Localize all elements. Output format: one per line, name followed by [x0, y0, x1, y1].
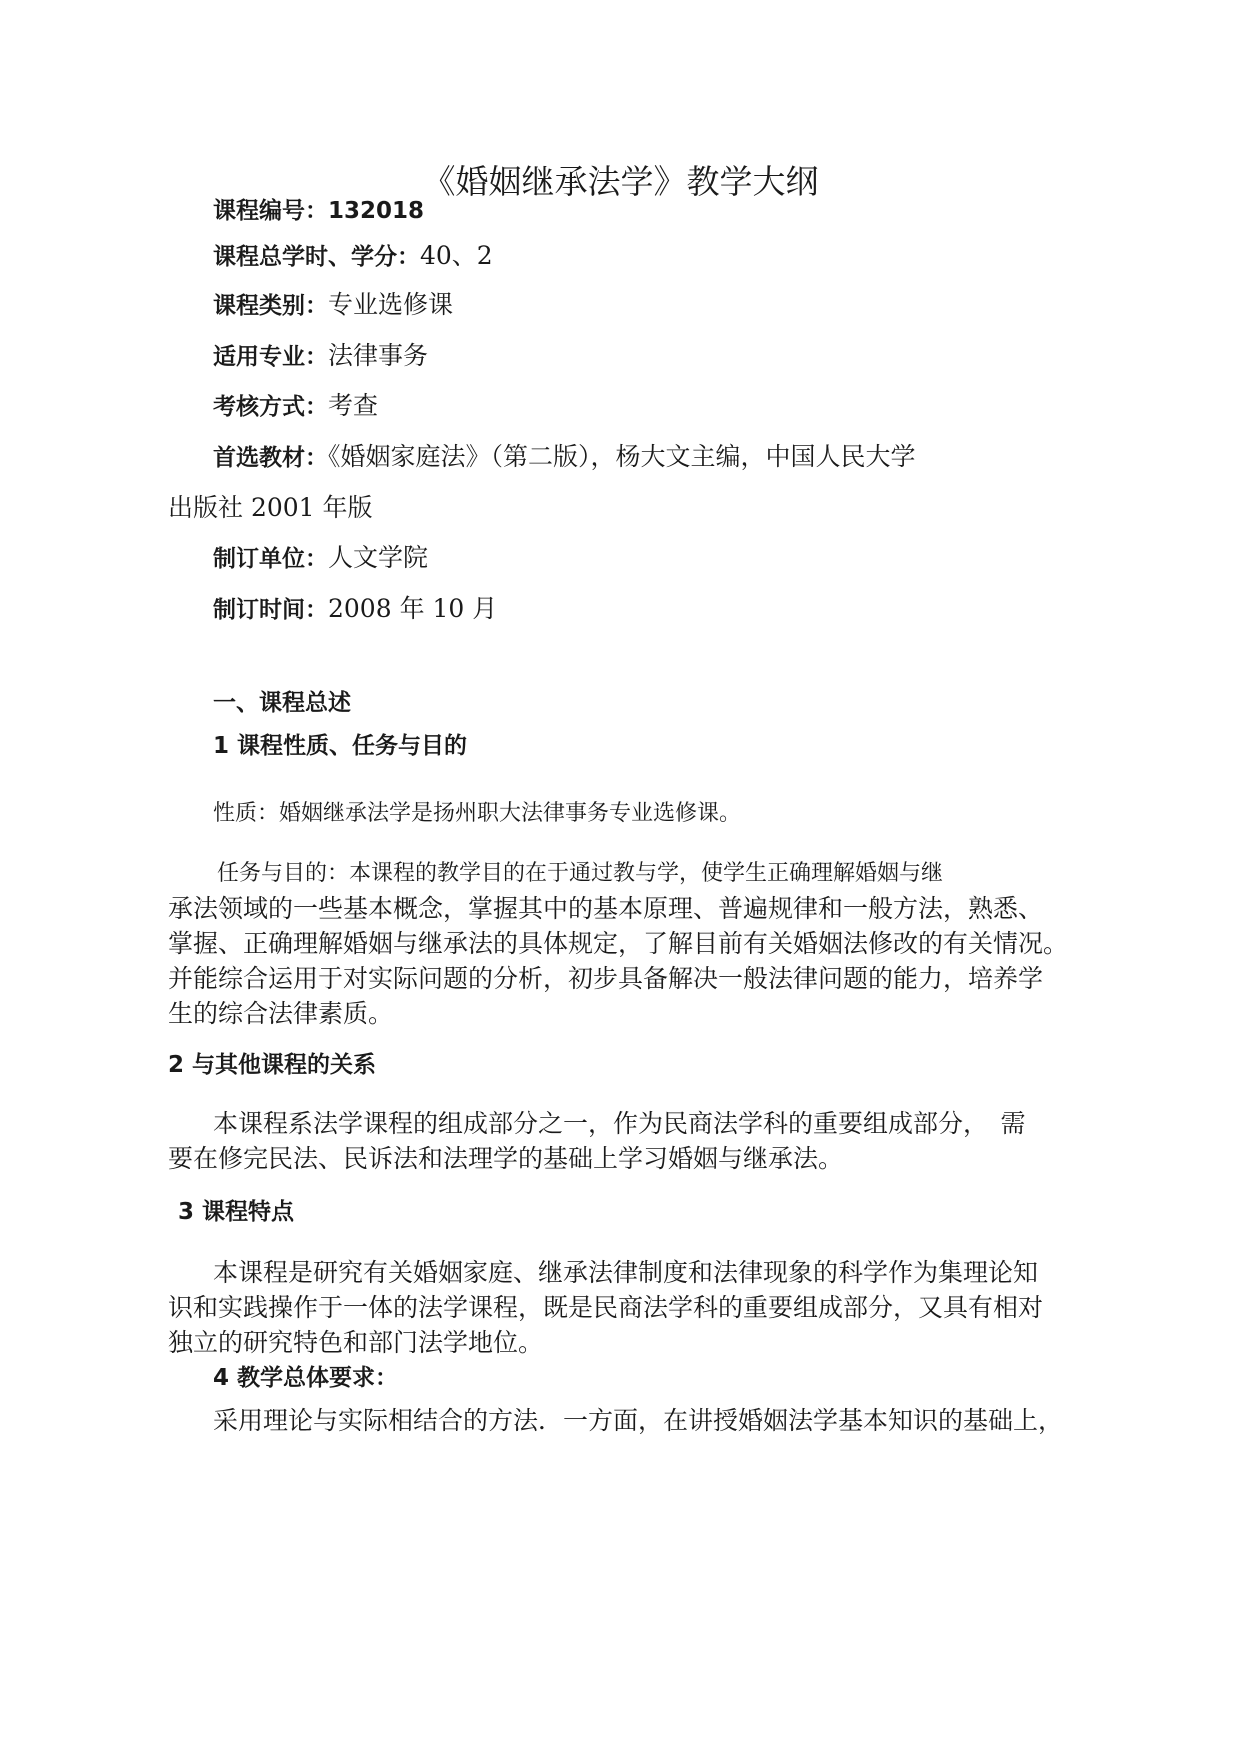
task-line: 掌握、正确理解婚姻与继承法的具体规定，了解目前有关婚姻法修改的有关情况。	[168, 929, 1069, 958]
meta-value: 人文学院	[328, 543, 429, 572]
relation-line: 要在修完民法、民诉法和法理学的基础上学习婚姻与继承法。	[168, 1144, 844, 1173]
meta-textbook	[213, 440, 916, 475]
meta-value: 考查	[328, 391, 379, 420]
meta-date	[213, 592, 497, 627]
subsection-heading-1: 1 课程性质、任务与目的	[213, 733, 468, 759]
meta-value: 2008 年 10 月	[328, 594, 498, 623]
subsection-heading-4: 4 教学总体要求：	[213, 1365, 399, 1391]
meta-major	[213, 339, 428, 374]
meta-hours-credits	[213, 239, 493, 274]
task-line: 任务与目的：本课程的教学目的在于通过教与学，使学生正确理解婚姻与继	[217, 861, 944, 886]
meta-course-type	[213, 288, 453, 323]
meta-label: 首选教材：	[213, 445, 328, 471]
meta-label: 课程总学时、学分：	[213, 244, 420, 270]
meta-label: 适用专业：	[213, 344, 328, 370]
page-title: 《婚姻继承法学》教学大纲	[422, 162, 819, 201]
meta-course-code	[213, 193, 424, 228]
meta-textbook-cont: 出版社 2001 年版	[168, 493, 373, 522]
meta-value: 专业选修课	[328, 290, 454, 319]
meta-label: 课程编号：	[213, 198, 328, 224]
meta-value: 《婚姻家庭法》（第二版），杨大文主编，中国人民大学	[328, 442, 916, 471]
requirement-line: 采用理论与实际相结合的方法．一方面，在讲授婚姻法学基本知识的基础上，	[213, 1406, 1064, 1435]
section-heading: 一、课程总述	[213, 690, 351, 716]
meta-assessment	[213, 389, 378, 424]
meta-label: 制订单位：	[213, 546, 328, 572]
meta-label: 课程类别：	[213, 293, 328, 319]
subsection-heading-3: 3 课程特点	[178, 1199, 295, 1225]
relation-line: 本课程系法学课程的组成部分之一，作为民商法学科的重要组成部分， 需	[213, 1109, 1026, 1138]
meta-value: 法律事务	[328, 341, 429, 370]
feature-line: 识和实践操作于一体的法学课程，既是民商法学科的重要组成部分，又具有相对	[168, 1293, 1044, 1322]
task-line: 并能综合运用于对实际问题的分析，初步具备解决一般法律问题的能力，培养学	[168, 964, 1044, 993]
meta-unit	[213, 541, 428, 576]
subsection-heading-2: 2 与其他课程的关系	[168, 1052, 377, 1078]
meta-value: 132018	[328, 198, 425, 224]
meta-label: 制订时间：	[213, 597, 328, 623]
task-line: 生的综合法律素质。	[168, 999, 394, 1028]
nature-paragraph: 性质：婚姻继承法学是扬州职大法律事务专业选修课。	[213, 801, 742, 826]
feature-line: 本课程是研究有关婚姻家庭、继承法律制度和法律现象的科学作为集理论知	[213, 1258, 1039, 1287]
meta-label: 考核方式：	[213, 394, 328, 420]
feature-line: 独立的研究特色和部门法学地位。	[168, 1328, 544, 1357]
meta-value: 40、2	[420, 241, 493, 270]
task-line: 承法领域的一些基本概念，掌握其中的基本原理、普遍规律和一般方法，熟悉、	[168, 894, 1044, 923]
